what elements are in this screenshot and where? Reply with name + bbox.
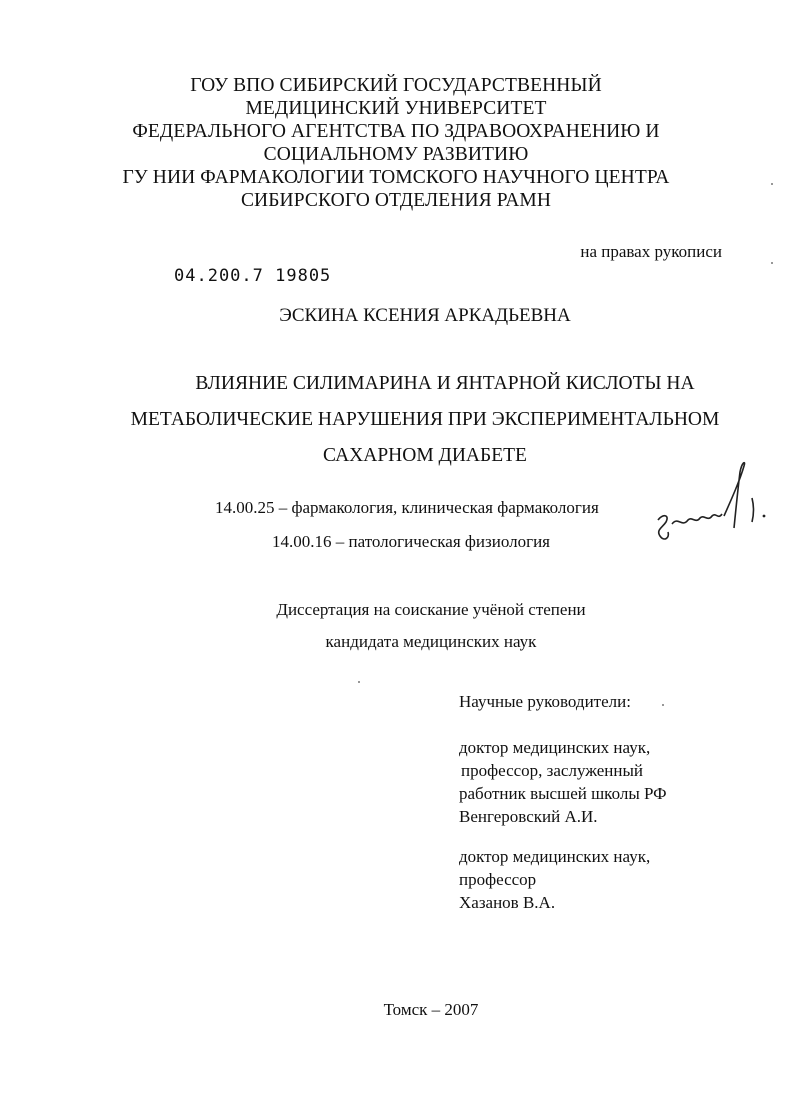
supervisor-line: Венгеровский А.И.	[459, 807, 598, 826]
title-line: САХАРНОМ ДИАБЕТЕ	[323, 445, 527, 466]
institution-header	[0, 74, 792, 212]
scan-speck	[771, 262, 773, 264]
header-line: МЕДИЦИНСКИЙ УНИВЕРСИТЕТ	[245, 98, 547, 119]
manuscript-rights-note: на правах рукописи	[580, 242, 722, 261]
specialty-line: 14.00.16 – патологическая физиология	[272, 532, 550, 551]
title-line: МЕТАБОЛИЧЕСКИЕ НАРУШЕНИЯ ПРИ ЭКСПЕРИМЕНТАЛЬНОМ	[130, 409, 720, 430]
header-line: СИБИРСКОГО ОТДЕЛЕНИЯ РАМН	[240, 190, 552, 211]
supervisor-first	[459, 736, 667, 828]
scan-speck	[771, 183, 773, 185]
city-year: Томск – 2007	[383, 1000, 479, 1019]
header-line: ГУ НИИ ФАРМАКОЛОГИИ ТОМСКОГО НАУЧНОГО ЦЕНТРА	[122, 167, 670, 188]
registration-stamp-number: 04.200.7 19805	[174, 266, 332, 286]
supervisors-label: Научные руководители:	[459, 692, 631, 711]
supervisor-line: работник высшей школы РФ	[459, 784, 667, 803]
supervisor-second	[459, 845, 650, 914]
supervisor-line: доктор медицинских наук,	[459, 847, 651, 866]
header-line: СОЦИАЛЬНОМУ РАЗВИТИЮ	[263, 144, 529, 165]
supervisor-line: доктор медицинских наук,	[459, 738, 651, 757]
title-line: ВЛИЯНИЕ СИЛИМАРИНА И ЯНТАРНОЙ КИСЛОТЫ НА	[195, 373, 695, 394]
header-line: ГОУ ВПО СИБИРСКИЙ ГОСУДАРСТВЕННЫЙ	[190, 75, 602, 96]
header-line: ФЕДЕРАЛЬНОГО АГЕНТСТВА ПО ЗДРАВООХРАНЕНИЮ И	[132, 121, 660, 142]
supervisor-line: профессор, заслуженный	[461, 761, 644, 780]
degree-line: кандидата медицинских наук	[325, 632, 537, 651]
degree-line: Диссертация на соискание учёной степени	[276, 600, 586, 619]
handwritten-signature	[652, 458, 772, 554]
scan-speck	[662, 704, 664, 706]
supervisor-line: профессор	[459, 870, 537, 889]
author-name: ЭСКИНА КСЕНИЯ АРКАДЬЕВНА	[279, 305, 571, 326]
specialty-line: 14.00.25 – фармакология, клиническая фармакология	[215, 498, 599, 517]
scan-speck	[358, 681, 360, 683]
supervisor-line: Хазанов В.А.	[459, 893, 556, 912]
degree-statement	[0, 594, 792, 658]
